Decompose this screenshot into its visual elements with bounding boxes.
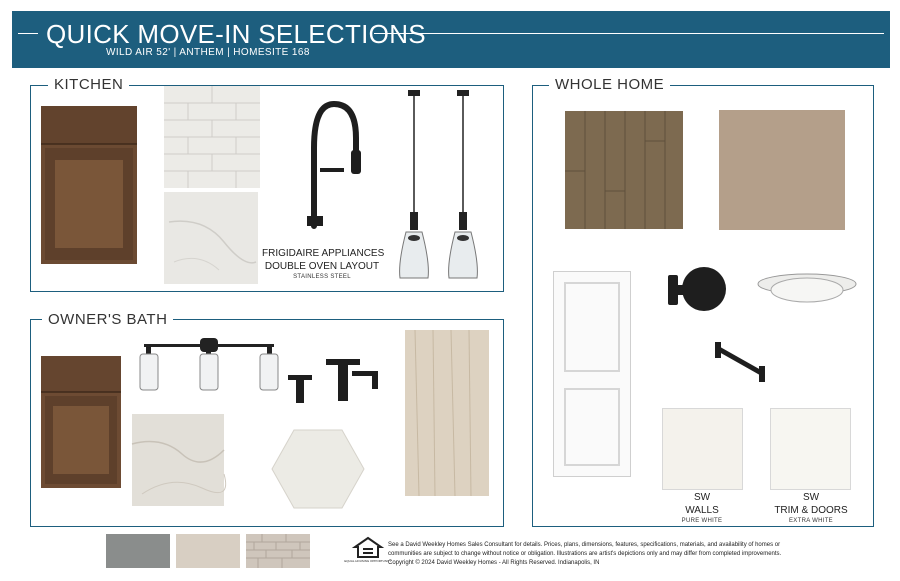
trim-color-name: EXTRA WHITE bbox=[789, 518, 833, 524]
disclaimer-line2: communities are subject to change without notice or obligation. Illustrations are artist's depictions only and may differ from completed improvements. bbox=[388, 551, 782, 557]
trim-caption-line2: TRIM & DOORS bbox=[774, 505, 848, 516]
page-subtitle: WILD AIR 52' | ANTHEM | HOMESITE 168 bbox=[106, 47, 310, 58]
header-rule-left bbox=[18, 33, 38, 34]
appliance-caption-line1: FRIGIDAIRE APPLIANCES bbox=[262, 248, 385, 259]
walls-color-name: PURE WHITE bbox=[681, 518, 723, 524]
trim-paint-swatch bbox=[771, 409, 850, 489]
ceiling-light-icon bbox=[756, 272, 858, 306]
exterior-brick-swatch bbox=[246, 534, 310, 568]
appliance-finish: STAINLESS STEEL bbox=[293, 274, 351, 280]
bath-cabinet-swatch bbox=[41, 356, 121, 488]
backsplash-tile-swatch bbox=[164, 86, 260, 188]
disclaimer-line1: See a David Weekley Homes Sales Consultant for details. Prices, plans, dimensions, features, specifications, materials, and availability of homes or bbox=[388, 542, 781, 548]
walls-paint-swatch bbox=[663, 409, 742, 489]
walls-caption-line1: SW bbox=[693, 492, 711, 503]
bath-countertop-swatch bbox=[132, 414, 224, 506]
walls-caption-line2: WALLS bbox=[685, 505, 719, 516]
bath-floor-tile-swatch bbox=[270, 428, 366, 510]
door-knob-icon bbox=[668, 265, 734, 315]
kitchen-countertop-swatch bbox=[164, 192, 258, 284]
exterior-trim-swatch bbox=[176, 534, 240, 568]
copyright: Copyright © 2024 David Weekley Homes - All Rights Reserved. Indianapolis, IN bbox=[388, 560, 600, 566]
whole-home-label: WHOLE HOME bbox=[549, 76, 670, 93]
bath-faucet-icon bbox=[286, 355, 386, 405]
owners-bath-label: OWNER'S BATH bbox=[42, 311, 173, 328]
carpet-swatch bbox=[719, 110, 845, 230]
kitchen-label: KITCHEN bbox=[48, 76, 129, 93]
appliance-caption-line2: DOUBLE OVEN LAYOUT bbox=[264, 261, 380, 272]
cabinet-pull-icon bbox=[711, 338, 771, 384]
vanity-light-icon bbox=[138, 334, 280, 394]
interior-door-swatch bbox=[553, 271, 631, 477]
pendant-lights-icon bbox=[396, 88, 486, 284]
floor-wood-swatch bbox=[565, 111, 683, 229]
kitchen-faucet-icon bbox=[300, 98, 370, 228]
trim-caption-line1: SW bbox=[802, 492, 820, 503]
exterior-siding-swatch bbox=[106, 534, 170, 568]
equal-housing-text: EQUAL HOUSING OPPORTUNITY bbox=[344, 559, 392, 563]
equal-housing-icon bbox=[344, 537, 392, 563]
header-rule-right bbox=[374, 33, 884, 34]
kitchen-cabinet-swatch bbox=[41, 106, 137, 264]
page-title: QUICK MOVE-IN SELECTIONS bbox=[46, 19, 426, 49]
shower-tile-swatch bbox=[405, 330, 489, 496]
